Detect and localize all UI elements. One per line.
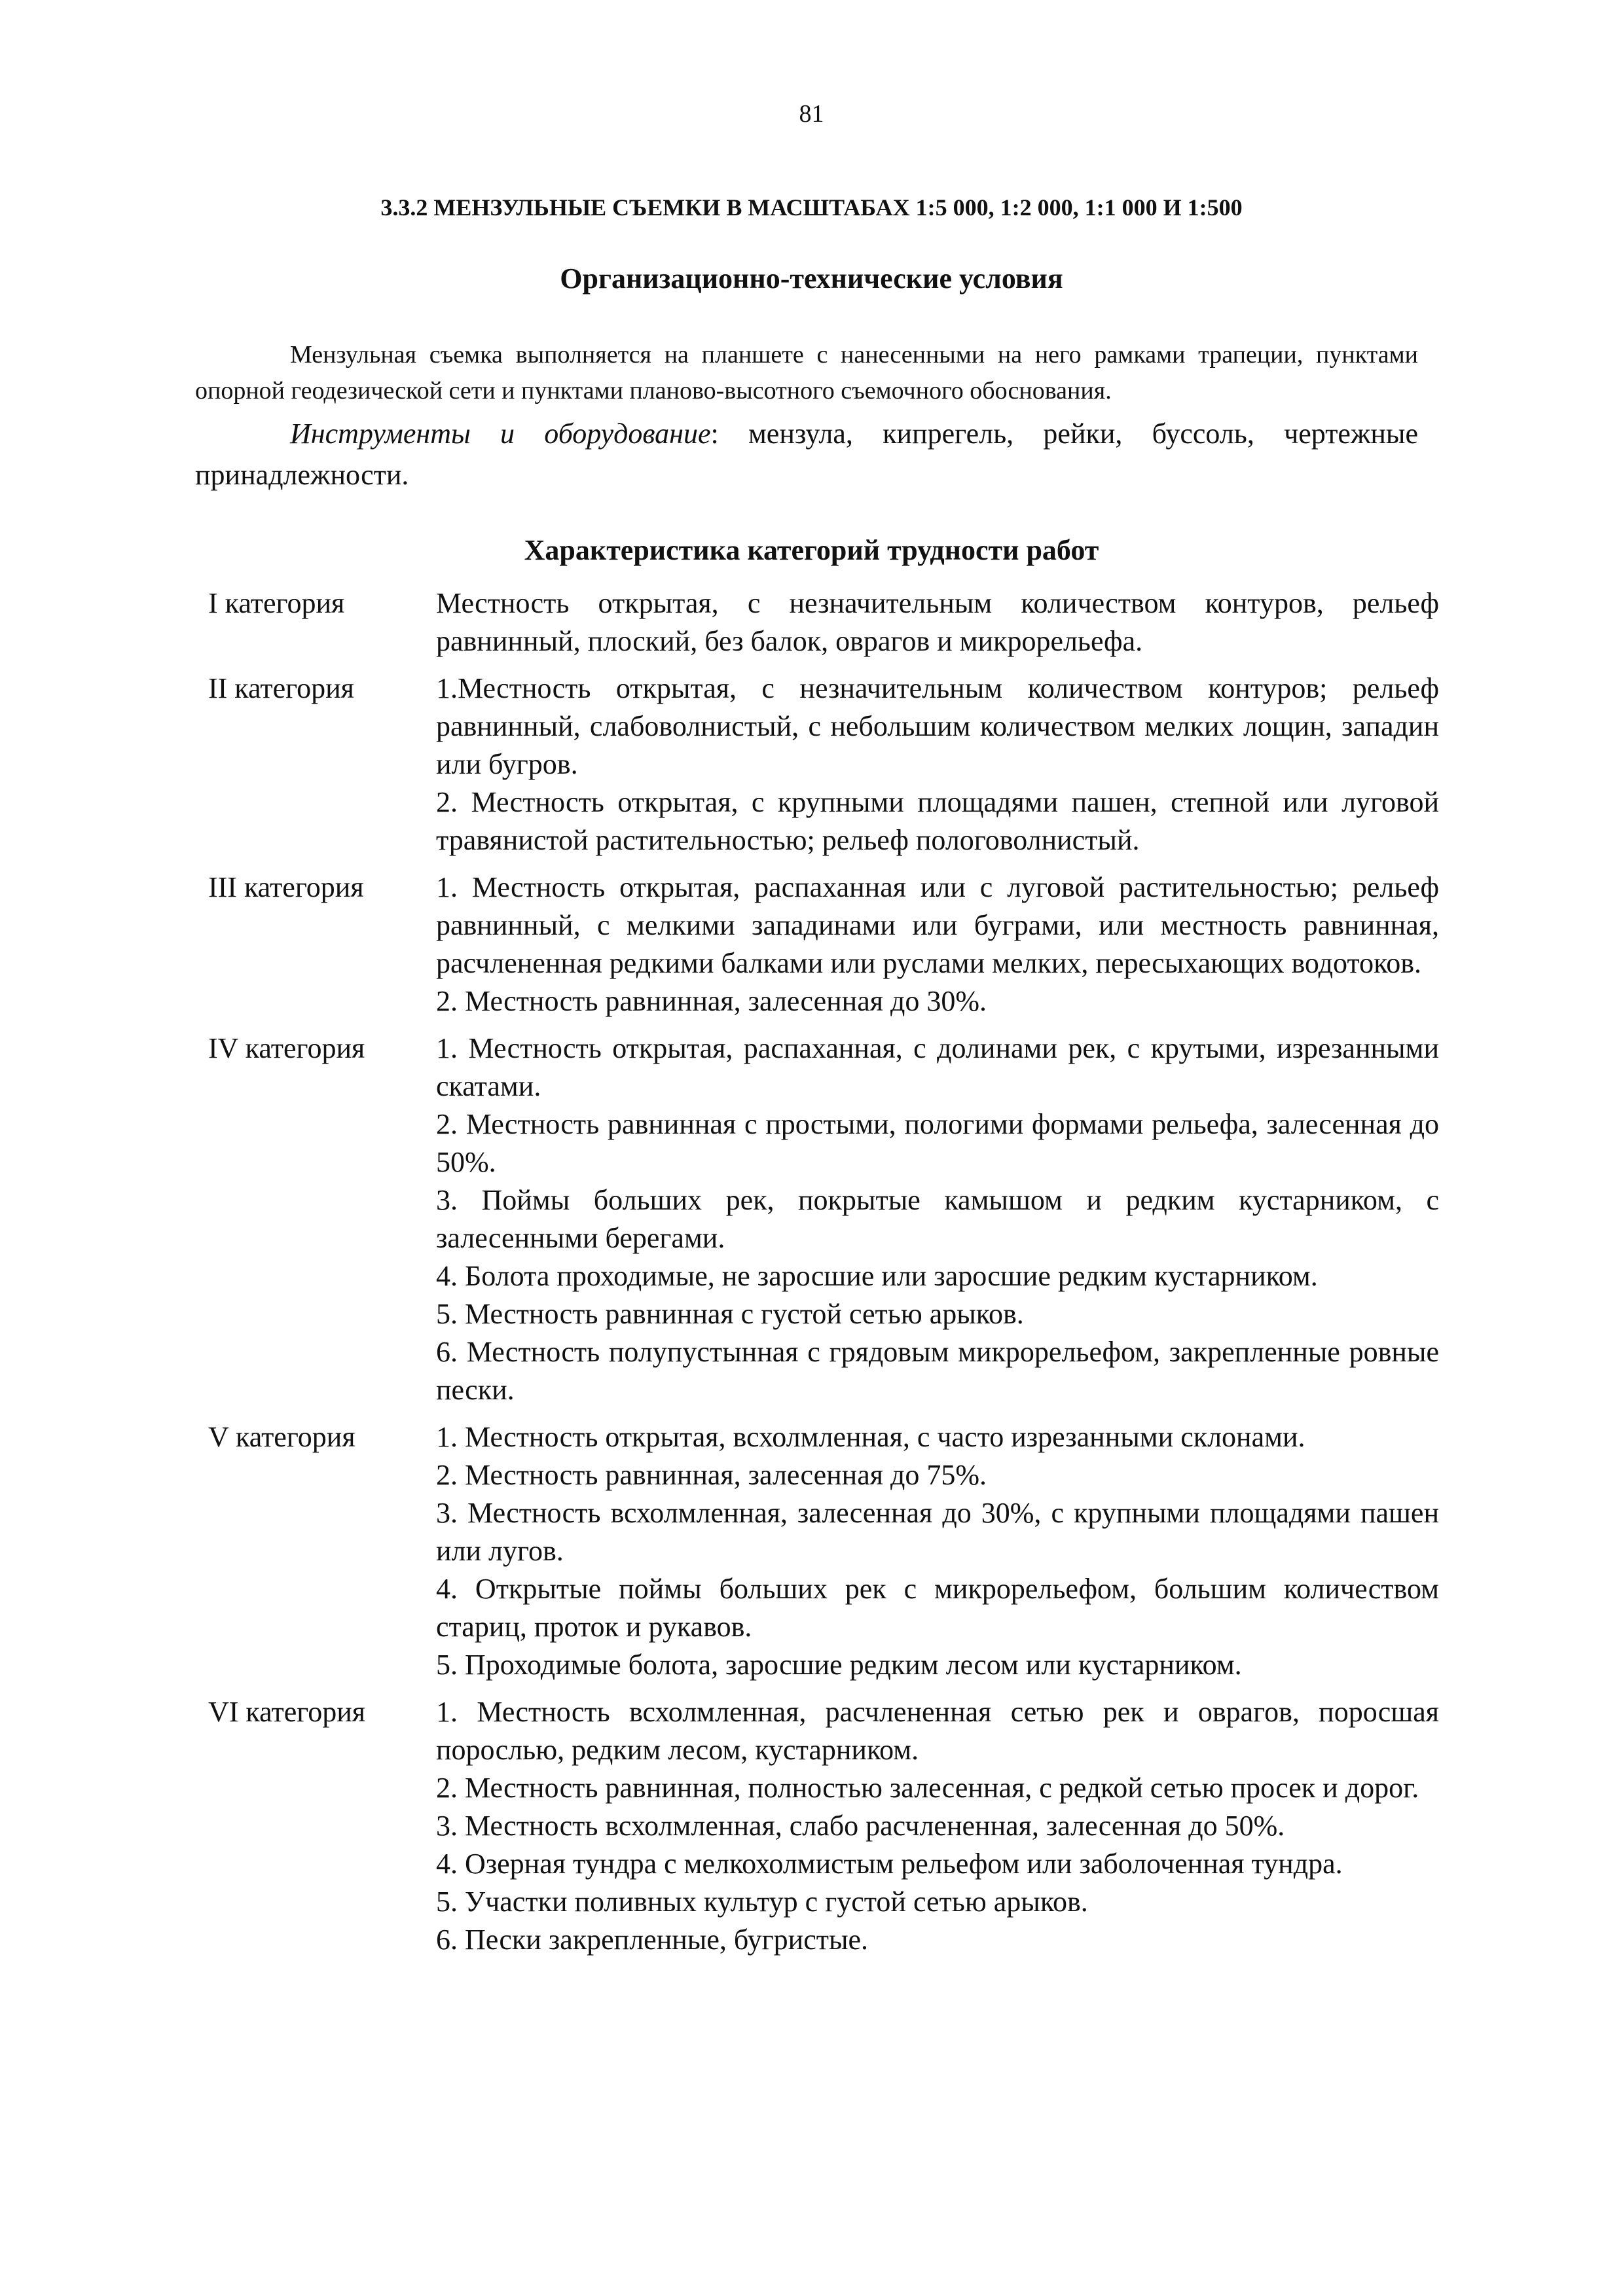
category-row [208, 1030, 1439, 1409]
category-item: 2. Местность равнинная с простыми, пологими формами рельефа, залесенная до 50%. [436, 1108, 1439, 1178]
category-label: IV категория [208, 1032, 365, 1064]
category-items [436, 1418, 1439, 1684]
category-item: 2. Местность равнинная, залесенная до 30%. [436, 985, 987, 1017]
category-items [436, 584, 1439, 660]
category-items [436, 1693, 1439, 1959]
intro-block [195, 337, 1418, 495]
category-item: 3. Местность всхолмленная, слабо расчлененная, залесенная до 50%. [436, 1810, 1285, 1842]
category-item: 5. Участки поливных культур с густой сетью арыков. [436, 1886, 1088, 1918]
category-item: 4. Озерная тундра с мелкохолмистым рельефом или заболоченная тундра. [436, 1848, 1343, 1880]
category-item: 2. Местность равнинная, залесенная до 75%. [436, 1459, 987, 1491]
category-row [208, 670, 1439, 859]
category-items [436, 670, 1439, 859]
category-item: 6. Местность полупустынная с грядовым микрорельефом, закрепленные ровные пески. [436, 1336, 1439, 1406]
categories-heading: Характеристика категорий трудности работ [524, 534, 1099, 566]
category-row [208, 869, 1439, 1020]
tools-label: Инструменты и оборудование [290, 418, 711, 450]
category-item: 4. Болота проходимые, не заросшие или заросшие редким кустарником. [436, 1260, 1318, 1292]
category-item: 5. Проходимые болота, заросшие редким лесом или кустарником. [436, 1649, 1242, 1681]
category-item: 1. Местность открытая, распаханная, с долинами рек, с крутыми, изрезанными скатами. [436, 1032, 1439, 1102]
category-label: II категория [208, 672, 354, 704]
category-row [208, 1693, 1439, 1959]
page-number: 81 [799, 100, 824, 128]
category-label: V категория [208, 1421, 356, 1453]
category-item: Местность открытая, с незначительным количеством контуров, рельеф равнинный, плоский, без балок, оврагов и микрорельефа. [436, 587, 1439, 657]
category-label: I категория [208, 587, 345, 619]
category-item: 2. Местность равнинная, полностью залесенная, с редкой сетью просек и дорог. [436, 1772, 1419, 1804]
category-label: VI категория [208, 1696, 366, 1728]
category-item: 4. Открытые поймы больших рек с микрорельефом, большим количеством стариц, проток и рукавов. [436, 1573, 1439, 1643]
category-item: 1. Местность всхолмленная, расчлененная сетью рек и оврагов, поросшая порослью, редким лесом, кустарником. [436, 1696, 1439, 1766]
category-item: 3. Поймы больших рек, покрытые камышом и редким кустарником, с залесенными берегами. [436, 1184, 1439, 1254]
category-row [208, 1418, 1439, 1684]
category-row [208, 584, 1439, 660]
category-item: 1. Местность открытая, всхолмленная, с часто изрезанными склонами. [436, 1421, 1305, 1453]
intro-paragraph: Мензульная съемка выполняется на планшете с нанесенными на него рамками трапеции, пунктами опорной геодезической сети и пунктами планово-высотного съемочного обоснования. [195, 341, 1418, 404]
category-item: 2. Местность открытая, с крупными площадями пашен, степной или луговой травянистой растительностью; рельеф пологоволнистый. [436, 786, 1439, 856]
categories-list [208, 584, 1439, 1968]
category-label: III категория [208, 871, 364, 903]
tools-paragraph [195, 413, 1418, 495]
category-items [436, 869, 1439, 1020]
org-conditions-heading: Организационно-технические условия [560, 262, 1063, 295]
category-items [436, 1030, 1439, 1409]
category-item: 5. Местность равнинная с густой сетью арыков. [436, 1298, 1024, 1330]
category-item: 1.Местность открытая, с незначительным количеством контуров; рельеф равнинный, слабоволнистый, с небольшим количеством мелких лощин, западин или бугров. [436, 672, 1439, 780]
category-item: 3. Местность всхолмленная, залесенная до 30%, с крупными площадями пашен или лугов. [436, 1497, 1439, 1567]
category-item: 6. Пески закрепленные, бугристые. [436, 1924, 869, 1956]
category-item: 1. Местность открытая, распаханная или с луговой растительностью; рельеф равнинный, с мелкими западинами или буграми, или местность равнинная, расчлененная редкими балками или руслами мелких, пересыхающих водотоков. [436, 871, 1439, 979]
section-title: 3.3.2 МЕНЗУЛЬНЫЕ СЪЕМКИ В МАСШТАБАХ 1:5 000, 1:2 000, 1:1 000 И 1:500 [380, 194, 1243, 221]
tools-text: : мензула, кипрегель, рейки, буссоль, чертежные принадлежности. [195, 418, 1418, 491]
